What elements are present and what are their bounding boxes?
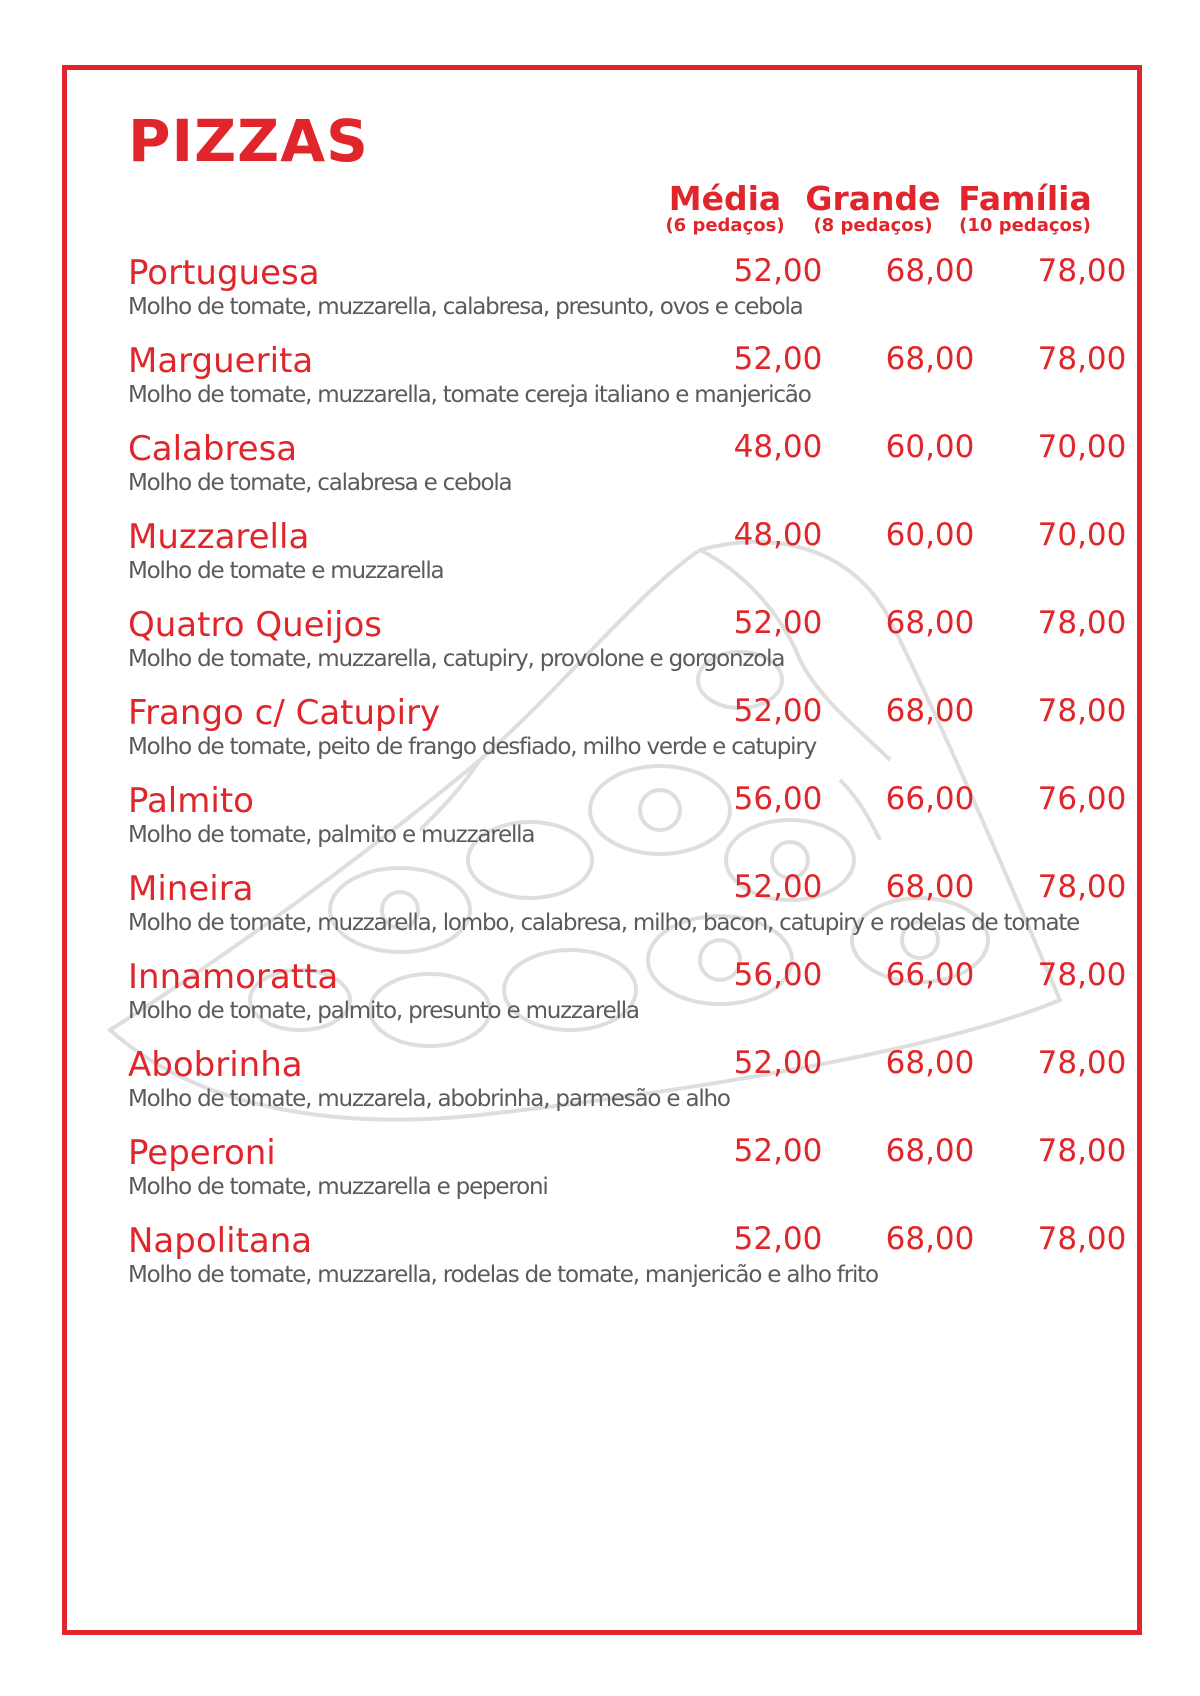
item-name: Napolitana xyxy=(128,1221,313,1261)
menu-item xyxy=(128,1042,1127,1114)
price-media: 56,00 xyxy=(733,781,823,817)
menu-item-header xyxy=(128,954,1127,997)
price-media: 52,00 xyxy=(733,605,823,641)
price-familia: 78,00 xyxy=(1037,341,1127,377)
price-familia: 78,00 xyxy=(1037,605,1127,641)
price-grande: 68,00 xyxy=(885,1133,975,1169)
price-grande: 68,00 xyxy=(885,341,975,377)
item-description: Molho de tomate, palmito e muzzarella xyxy=(128,822,535,848)
menu-item-header xyxy=(128,1130,1127,1173)
item-name: Peperoni xyxy=(128,1133,276,1173)
price-familia: 78,00 xyxy=(1037,957,1127,993)
price-familia: 78,00 xyxy=(1037,1133,1127,1169)
price-media: 52,00 xyxy=(733,1133,823,1169)
menu-item xyxy=(128,954,1127,1026)
price-media: 56,00 xyxy=(733,957,823,993)
item-name: Innamoratta xyxy=(128,957,339,997)
price-media: 52,00 xyxy=(733,253,823,289)
item-name: Marguerita xyxy=(128,341,314,381)
item-description: Molho de tomate e muzzarella xyxy=(128,558,444,584)
item-description: Molho de tomate, muzzarella, lombo, calabresa, milho, bacon, catupiry e rodelas de tomate xyxy=(128,910,1080,936)
size-pieces: (6 pedaços) xyxy=(665,215,785,236)
menu-item-header xyxy=(128,250,1127,293)
price-familia: 78,00 xyxy=(1037,693,1127,729)
item-name: Portuguesa xyxy=(128,253,320,293)
price-grande: 68,00 xyxy=(885,1221,975,1257)
price-grande: 68,00 xyxy=(885,253,975,289)
menu-item-header xyxy=(128,338,1127,381)
size-header-media xyxy=(650,180,800,236)
item-name: Palmito xyxy=(128,781,254,821)
item-name: Muzzarella xyxy=(128,517,310,557)
menu-item xyxy=(128,778,1127,850)
price-grande: 66,00 xyxy=(885,781,975,817)
item-description: Molho de tomate, calabresa e cebola xyxy=(128,470,512,496)
price-grande: 68,00 xyxy=(885,1045,975,1081)
menu-title: PIZZAS xyxy=(128,107,369,175)
menu-item-header xyxy=(128,1042,1127,1085)
price-grande: 60,00 xyxy=(885,517,975,553)
price-grande: 60,00 xyxy=(885,429,975,465)
price-familia: 78,00 xyxy=(1037,869,1127,905)
size-header-familia xyxy=(950,180,1100,236)
menu-item xyxy=(128,1218,1127,1290)
price-media: 52,00 xyxy=(733,1221,823,1257)
item-description: Molho de tomate, muzzarella, catupiry, provolone e gorgonzola xyxy=(128,646,785,672)
price-grande: 68,00 xyxy=(885,869,975,905)
price-familia: 78,00 xyxy=(1037,1221,1127,1257)
menu-item xyxy=(128,690,1127,762)
item-description: Molho de tomate, palmito, presunto e muzzarella xyxy=(128,998,639,1024)
size-name: Média xyxy=(668,179,782,218)
size-pieces: (10 pedaços) xyxy=(959,215,1091,236)
price-familia: 76,00 xyxy=(1037,781,1127,817)
menu-item-header xyxy=(128,866,1127,909)
item-description: Molho de tomate, peito de frango desfiado, milho verde e catupiry xyxy=(128,734,816,760)
price-media: 52,00 xyxy=(733,869,823,905)
item-description: Molho de tomate, muzzarella, calabresa, presunto, ovos e cebola xyxy=(128,294,803,320)
price-grande: 68,00 xyxy=(885,693,975,729)
price-familia: 78,00 xyxy=(1037,253,1127,289)
menu-item-header xyxy=(128,602,1127,645)
size-header-grande xyxy=(798,180,948,236)
price-media: 52,00 xyxy=(733,1045,823,1081)
menu-item xyxy=(128,866,1127,938)
item-name: Mineira xyxy=(128,869,254,909)
price-familia: 70,00 xyxy=(1037,429,1127,465)
item-description: Molho de tomate, muzzarella, rodelas de tomate, manjericão e alho frito xyxy=(128,1262,878,1288)
menu-item xyxy=(128,426,1127,498)
size-name: Grande xyxy=(805,179,941,218)
item-name: Calabresa xyxy=(128,429,298,469)
size-name: Família xyxy=(958,179,1092,218)
menu-item xyxy=(128,602,1127,674)
menu-item-header xyxy=(128,690,1127,733)
menu-item-list xyxy=(128,250,1127,1306)
price-media: 52,00 xyxy=(733,341,823,377)
price-media: 52,00 xyxy=(733,693,823,729)
price-familia: 78,00 xyxy=(1037,1045,1127,1081)
item-name: Frango c/ Catupiry xyxy=(128,693,441,733)
price-grande: 66,00 xyxy=(885,957,975,993)
item-name: Abobrinha xyxy=(128,1045,303,1085)
menu-item-header xyxy=(128,514,1127,557)
price-familia: 70,00 xyxy=(1037,517,1127,553)
menu-item-header xyxy=(128,426,1127,469)
price-media: 48,00 xyxy=(733,517,823,553)
menu-item-header xyxy=(128,778,1127,821)
menu-item xyxy=(128,514,1127,586)
menu-item xyxy=(128,338,1127,410)
item-description: Molho de tomate, muzzarella e peperoni xyxy=(128,1174,548,1200)
price-media: 48,00 xyxy=(733,429,823,465)
item-description: Molho de tomate, muzzarella, tomate cereja italiano e manjericão xyxy=(128,382,811,408)
menu-item xyxy=(128,1130,1127,1202)
menu-item xyxy=(128,250,1127,322)
menu-item-header xyxy=(128,1218,1127,1261)
item-description: Molho de tomate, muzzarela, abobrinha, parmesão e alho xyxy=(128,1086,730,1112)
price-grande: 68,00 xyxy=(885,605,975,641)
size-header xyxy=(650,180,1090,240)
item-name: Quatro Queijos xyxy=(128,605,382,645)
size-pieces: (8 pedaços) xyxy=(813,215,933,236)
